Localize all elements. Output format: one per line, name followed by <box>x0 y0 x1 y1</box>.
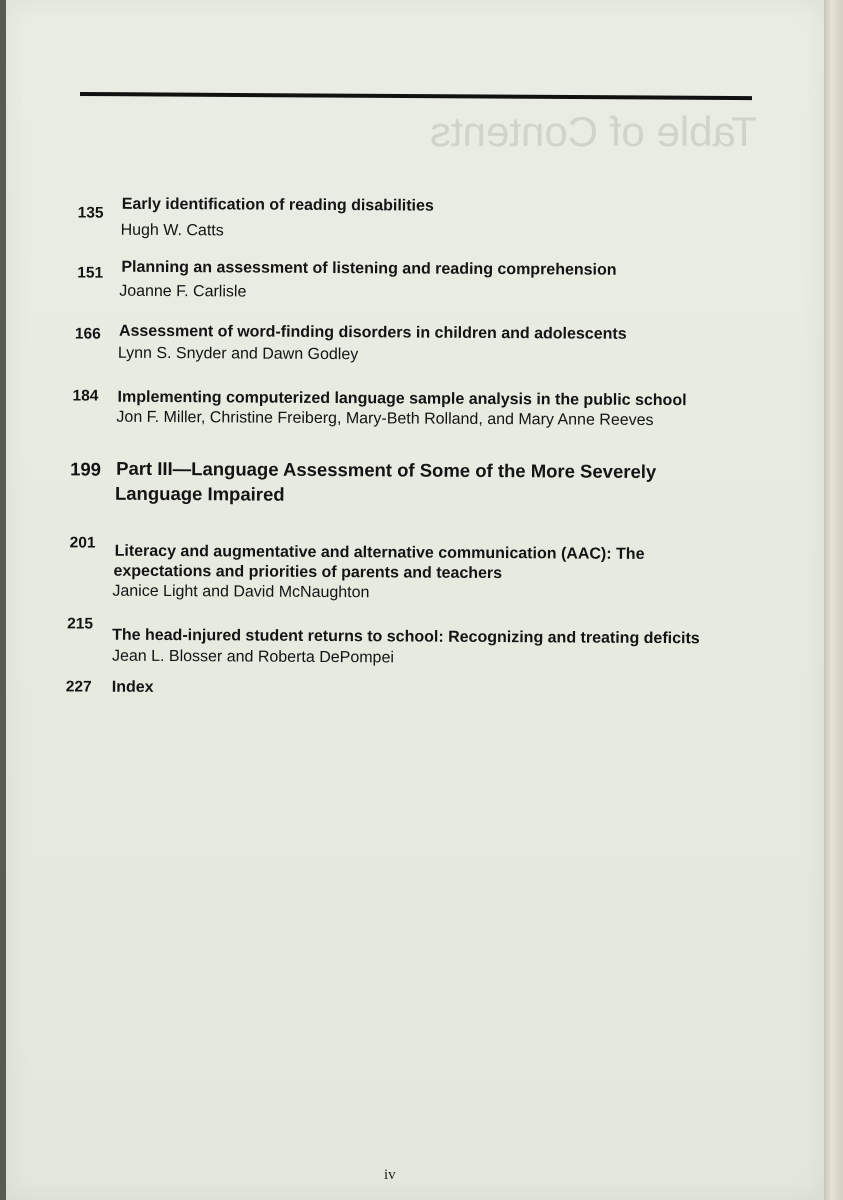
toc-author: Janice Light and David McNaughton <box>112 582 370 602</box>
toc-part-title-line1: Part III—Language Assessment of Some of the More Severely <box>116 457 657 483</box>
toc-title: Early identification of reading disabilities <box>121 195 434 215</box>
toc-title-line2: expectations and priorities of parents and teachers <box>113 562 503 583</box>
toc-author: Joanne F. Carlisle <box>119 282 247 301</box>
toc-author: Lynn S. Snyder and Dawn Godley <box>117 344 359 364</box>
toc-title: Planning an assessment of listening and reading comprehension <box>121 258 617 279</box>
toc-page-number: 166 <box>74 325 101 343</box>
toc-title: Assessment of word-finding disorders in children and adolescents <box>118 322 627 343</box>
toc-author: Jon F. Miller, Christine Freiberg, Mary-Beth Rolland, and Mary Anne Reeves <box>116 408 654 430</box>
toc-page-number: 135 <box>77 204 104 222</box>
toc-part-title-line2: Language Impaired <box>114 482 285 505</box>
toc-page-number: 151 <box>77 264 104 282</box>
show-through-text: Table of Contents <box>430 108 757 155</box>
toc-title-line1: Literacy and augmentative and alternative communication (AAC): The <box>114 542 645 563</box>
toc-author: Hugh W. Catts <box>120 221 224 240</box>
page-folio: iv <box>384 1167 396 1183</box>
toc-page-number: 199 <box>70 458 102 480</box>
page-edge <box>824 0 843 1200</box>
toc-title: The head-injured student returns to school: Recognizing and treating deficits <box>112 626 700 648</box>
toc-author: Jean L. Blosser and Roberta DePompei <box>111 647 394 667</box>
toc-title: Index <box>111 678 154 696</box>
toc-page-number: 184 <box>72 387 99 405</box>
toc-page-number: 227 <box>65 678 92 696</box>
toc-page-number: 201 <box>69 534 96 552</box>
toc-page-number: 215 <box>67 615 94 633</box>
toc-title: Implementing computerized language sample analysis in the public school <box>117 388 687 410</box>
